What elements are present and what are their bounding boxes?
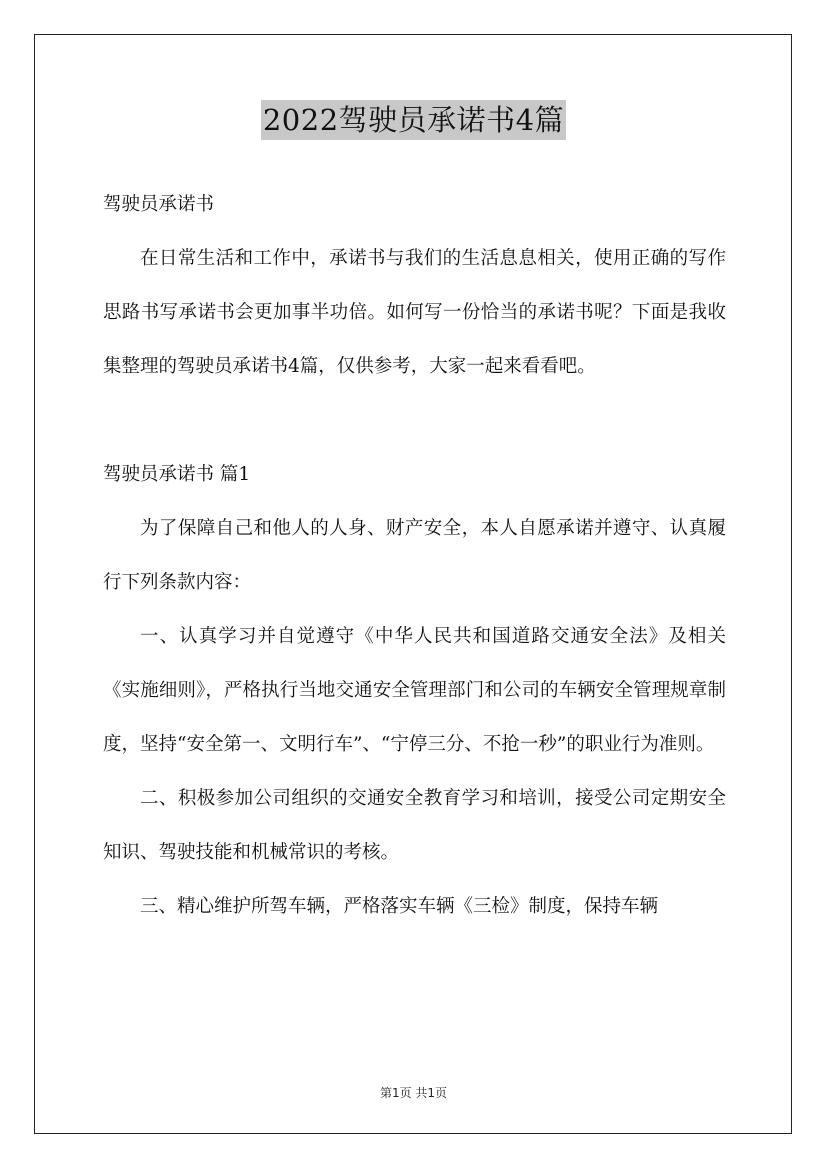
section-spacer xyxy=(103,394,726,448)
body-paragraph-3: 二、积极参加公司组织的交通安全教育学习和培训，接受公司定期安全知识、驾驶技能和机械常识的考核。 xyxy=(103,788,726,863)
section-heading: 驾驶员承诺书 篇1 xyxy=(103,464,251,485)
document-title: 2022驾驶员承诺书4篇 xyxy=(261,100,566,140)
body-paragraph-4: 三、精心维护所驾车辆，严格落实车辆《三检》制度，保持车辆 xyxy=(140,896,659,917)
body-paragraph-1: 为了保障自己和他人的人身、财产安全，本人自愿承诺并遵守、认真履行下列条款内容： xyxy=(103,518,726,593)
intro-heading: 驾驶员承诺书 xyxy=(103,194,215,215)
page-footer xyxy=(0,1084,827,1101)
body-paragraph-2: 一、认真学习并自觉遵守《中华人民共和国道路交通安全法》及相关《实施细则》，严格执行当地交通安全管理部门和公司的车辆安全管理规章制度，坚持“安全第一、文明行车”、“宁停三分、不抢一秒”的职业行为准则。 xyxy=(103,626,726,755)
intro-paragraph: 在日常生活和工作中，承诺书与我们的生活息息相关，使用正确的写作思路书写承诺书会更加事半功倍。如何写一份恰当的承诺书呢？下面是我收集整理的驾驶员承诺书4篇，仅供参考，大家一起来看看吧。 xyxy=(103,248,726,377)
title-area xyxy=(0,100,827,140)
page-number: 第1页 共1页 xyxy=(379,1086,448,1100)
document-body xyxy=(103,178,726,934)
